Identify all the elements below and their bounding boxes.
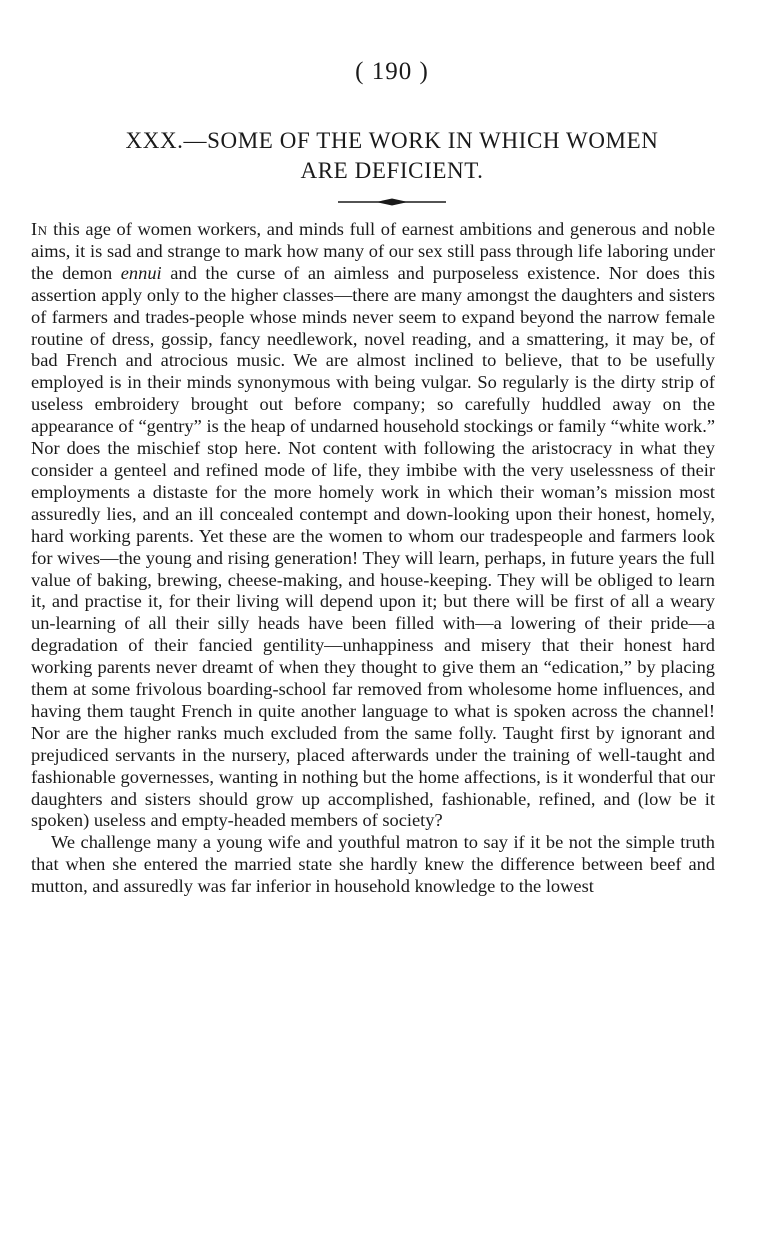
paragraph-1 [31, 219, 715, 832]
body-text [31, 219, 715, 898]
paragraph-initial: In [31, 219, 48, 239]
paragraph-2: We challenge many a young wife and youthful matron to say if it be not the simple truth that when she entered the married state she hardly knew the difference between beef and mutton, and assuredly was far inferior in household knowledge to the lowest [31, 832, 715, 897]
paragraph-1-text-b: and the curse of an aimless and purposeless existence. Nor does this assertion apply only to the higher classes—there are many amongst the daughters and sisters of farmers and trades-people whose minds never seem to expand beyond the narrow female routine of dress, gossip, fancy needlework, novel reading, and a smattering, it may be, of bad French and atrocious music. We are almost inclined to believe, that to be usefully employed is in their minds synonymous with being vulgar. So regularly is the dirty strip of useless embroidery brought out before company; so carefully huddled away on the appearance of “gentry” is the heap of undarned household stockings or family “white work.” Nor does the mischief stop here. Not content with following the aristocracy in what they consider a genteel and refined mode of life, they imbibe with the very uselessness of their employments a distaste for the more homely work in which their woman’s mission most assuredly lies, and an ill concealed contempt and down-looking upon their honest, homely, hard working parents. Yet these are the women to whom our tradespeople and farmers look for wives—the young and rising generation! They will learn, perhaps, in future years the full value of baking, brewing, cheese-making, and house-keeping. They will be obliged to learn it, and practise it, for their living will depend upon it; but there will be first of all a weary un-learning of all their silly heads have been filled with—a lowering of their pride—a degradation of their fancied gentility—unhappiness and misery that their honest hard working parents never dreamt of when they thought to give them an “edication,” by placing them at some frivolous boarding-school far removed from wholesome home influences, and having them taught French in quite another language to what is spoken across the channel! Nor are the higher ranks much excluded from the same folly. Taught first by ignorant and prejudiced servants in the nursery, placed afterwards under the training of well-taught and fashionable governesses, wanting in nothing but the home affections, is it wonderful that our daughters and sisters should grow up accomplished, fashionable, refined, and (low be it spoken) useless and empty-headed members of society? [31, 262, 715, 831]
chapter-title [40, 126, 744, 186]
page-number: ( 190 ) [355, 58, 429, 85]
paragraph-1-text-a: this age of women workers, and minds full of earnest ambitions and generous and noble aims, it is sad and strange to mark how many of our sex still pass through life laboring under the demon [31, 219, 715, 283]
horizontal-rule-diamond-icon [336, 197, 448, 207]
chapter-title-line-2: ARE DEFICIENT. [300, 158, 484, 183]
italic-word-ennui: ennui [120, 262, 162, 283]
chapter-title-line-1: XXX.—SOME OF THE WORK IN WHICH WOMEN [125, 128, 659, 153]
